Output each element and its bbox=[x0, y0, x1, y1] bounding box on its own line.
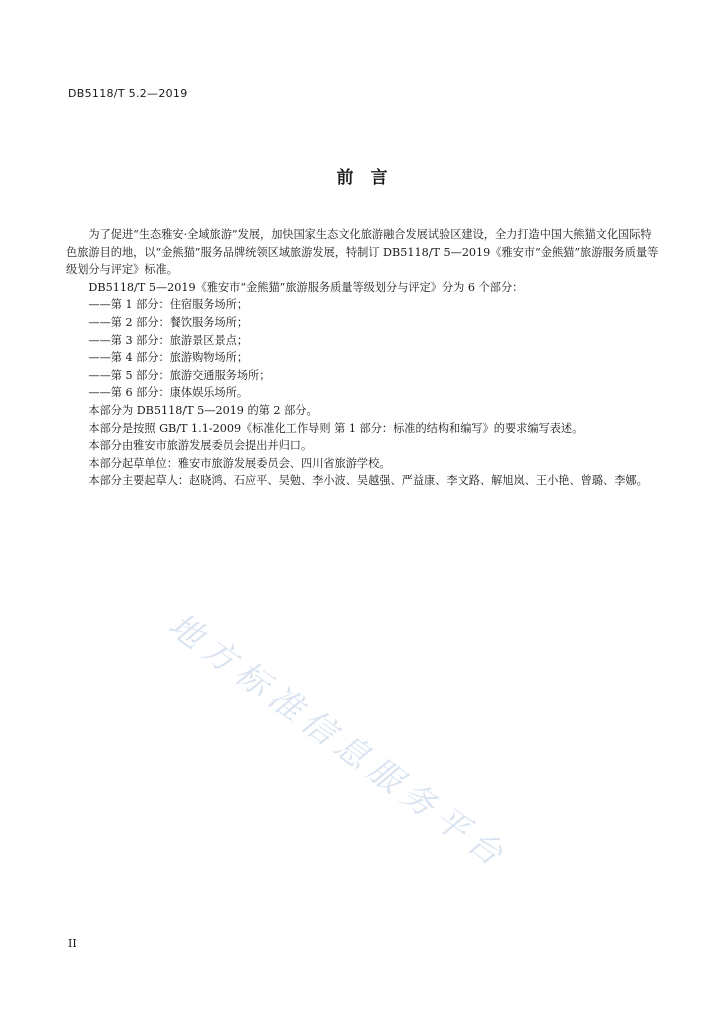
paragraph-drafters: 本部分主要起草人：赵晓鸿、石应平、吴勉、李小波、吴越强、严益康、李文路、解旭岚、王小艳、曾璐、李娜。 bbox=[88, 474, 648, 488]
paragraph-drafting-unit: 本部分起草单位：雅安市旅游发展委员会、四川省旅游学校。 bbox=[88, 456, 391, 470]
standard-code-header: DB5118/T 5.2—2019 bbox=[68, 87, 188, 100]
page-number: II bbox=[68, 937, 77, 950]
watermark-text: 地方标准信息服务平台 bbox=[161, 604, 517, 878]
part-item-5: ——第 5 部分：旅游交通服务场所； bbox=[88, 368, 271, 382]
part-item-3: ——第 3 部分：旅游景区景点； bbox=[88, 333, 249, 347]
paragraph-drafting-rules: 本部分是按照 GB/T 1.1-2009《标准化工作导则 第 1 部分：标准的结构和编写》的要求编写表述。 bbox=[88, 421, 584, 435]
paragraph-part-number: 本部分为 DB5118/T 5—2019 的第 2 部分。 bbox=[88, 403, 318, 417]
paragraph-proposer: 本部分由雅安市旅游发展委员会提出并归口。 bbox=[88, 439, 313, 453]
paragraph-parts-intro: DB5118/T 5—2019《雅安市“金熊猫”旅游服务质量等级划分与评定》分为 6 个部分： bbox=[88, 280, 524, 294]
part-item-4: ——第 4 部分：旅游购物场所； bbox=[88, 351, 249, 365]
foreword-body bbox=[66, 226, 662, 490]
page-title: 前 言 bbox=[336, 168, 388, 188]
part-item-1: ——第 1 部分：住宿服务场所； bbox=[88, 298, 249, 312]
part-item-6: ——第 6 部分：康体娱乐场所。 bbox=[88, 386, 249, 400]
paragraph-purpose: 为了促进“生态雅安·全域旅游”发展，加快国家生态文化旅游融合发展试验区建设，全力打造中国大熊猫文化国际特色旅游目的地，以“金熊猫”服务品牌统领区域旅游发展，特制订 DB5118/T 5—2019《雅安市“金熊猫”旅游服务质量等级划分与评定》标准。 bbox=[66, 228, 659, 277]
part-item-2: ——第 2 部分：餐饮服务场所； bbox=[88, 315, 249, 329]
